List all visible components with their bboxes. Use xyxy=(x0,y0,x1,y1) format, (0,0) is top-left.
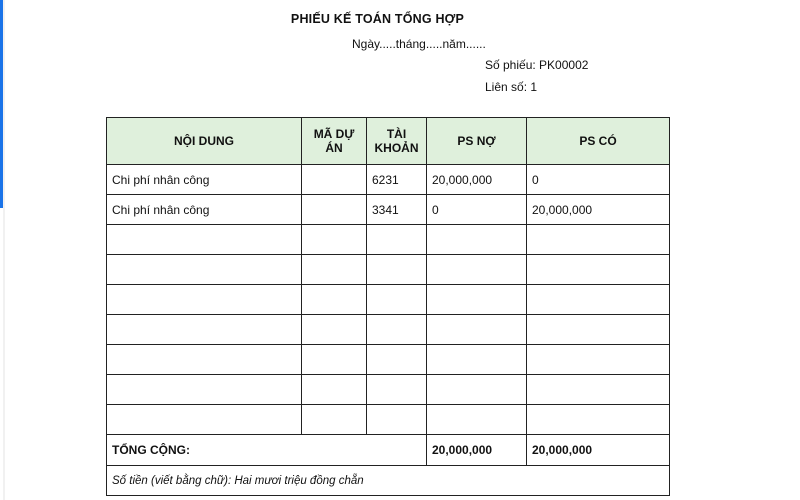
cell-project-code xyxy=(302,315,367,345)
cell-content xyxy=(107,255,302,285)
cell-account: 6231 xyxy=(367,165,427,195)
cell-credit: 20,000,000 xyxy=(527,195,670,225)
cell-account xyxy=(367,405,427,435)
cell-debit xyxy=(427,315,527,345)
cell-account: 3341 xyxy=(367,195,427,225)
cell-debit xyxy=(427,375,527,405)
total-row xyxy=(107,435,670,466)
left-divider xyxy=(3,0,5,500)
cell-content xyxy=(107,285,302,315)
cell-content: Chi phí nhân công xyxy=(107,195,302,225)
cell-credit xyxy=(527,405,670,435)
col-header-debit: PS NỢ xyxy=(427,118,527,165)
cell-debit xyxy=(427,225,527,255)
cell-project-code xyxy=(302,255,367,285)
cell-account xyxy=(367,255,427,285)
table-row xyxy=(107,315,670,345)
cell-credit xyxy=(527,285,670,315)
cell-content xyxy=(107,405,302,435)
table-row xyxy=(107,345,670,375)
cell-debit xyxy=(427,405,527,435)
table-row xyxy=(107,285,670,315)
cell-account xyxy=(367,285,427,315)
cell-debit: 20,000,000 xyxy=(427,165,527,195)
cell-account xyxy=(367,375,427,405)
cell-account xyxy=(367,345,427,375)
date-line: Ngày.....tháng.....năm...... xyxy=(352,37,486,51)
table-row xyxy=(107,195,670,225)
total-label: TỔNG CỘNG: xyxy=(107,435,427,466)
cell-account xyxy=(367,225,427,255)
cell-content xyxy=(107,345,302,375)
table-row xyxy=(107,375,670,405)
col-header-credit: PS CÓ xyxy=(527,118,670,165)
col-header-content: NỘI DUNG xyxy=(107,118,302,165)
cell-project-code xyxy=(302,405,367,435)
cell-credit: 0 xyxy=(527,165,670,195)
cell-project-code xyxy=(302,375,367,405)
cell-project-code xyxy=(302,285,367,315)
copy-number: Liên số: 1 xyxy=(485,80,538,94)
cell-account xyxy=(367,315,427,345)
amount-in-words: Số tiền (viết bằng chữ): Hai mươi triệu đồng chẵn xyxy=(107,466,670,496)
cell-project-code xyxy=(302,165,367,195)
cell-debit: 0 xyxy=(427,195,527,225)
cell-credit xyxy=(527,315,670,345)
journal-table xyxy=(106,117,670,496)
cell-debit xyxy=(427,285,527,315)
table-row xyxy=(107,405,670,435)
cell-content xyxy=(107,225,302,255)
col-header-account: TÀI KHOẢN xyxy=(367,118,427,165)
cell-credit xyxy=(527,255,670,285)
table-header-row xyxy=(107,118,670,165)
voucher-number: Số phiếu: PK00002 xyxy=(485,58,589,72)
table-row xyxy=(107,165,670,195)
cell-debit xyxy=(427,255,527,285)
cell-project-code xyxy=(302,345,367,375)
cell-credit xyxy=(527,225,670,255)
document-title: PHIẾU KẾ TOÁN TỔNG HỢP xyxy=(290,12,465,26)
cell-content: Chi phí nhân công xyxy=(107,165,302,195)
cell-project-code xyxy=(302,225,367,255)
col-header-project-code: MÃ DỰ ÁN xyxy=(302,118,367,165)
amount-in-words-row xyxy=(107,466,670,496)
cell-debit xyxy=(427,345,527,375)
cell-content xyxy=(107,315,302,345)
total-debit: 20,000,000 xyxy=(427,435,527,466)
table-row xyxy=(107,255,670,285)
cell-project-code xyxy=(302,195,367,225)
total-credit: 20,000,000 xyxy=(527,435,670,466)
cell-credit xyxy=(527,345,670,375)
cell-content xyxy=(107,375,302,405)
table-row xyxy=(107,225,670,255)
cell-credit xyxy=(527,375,670,405)
